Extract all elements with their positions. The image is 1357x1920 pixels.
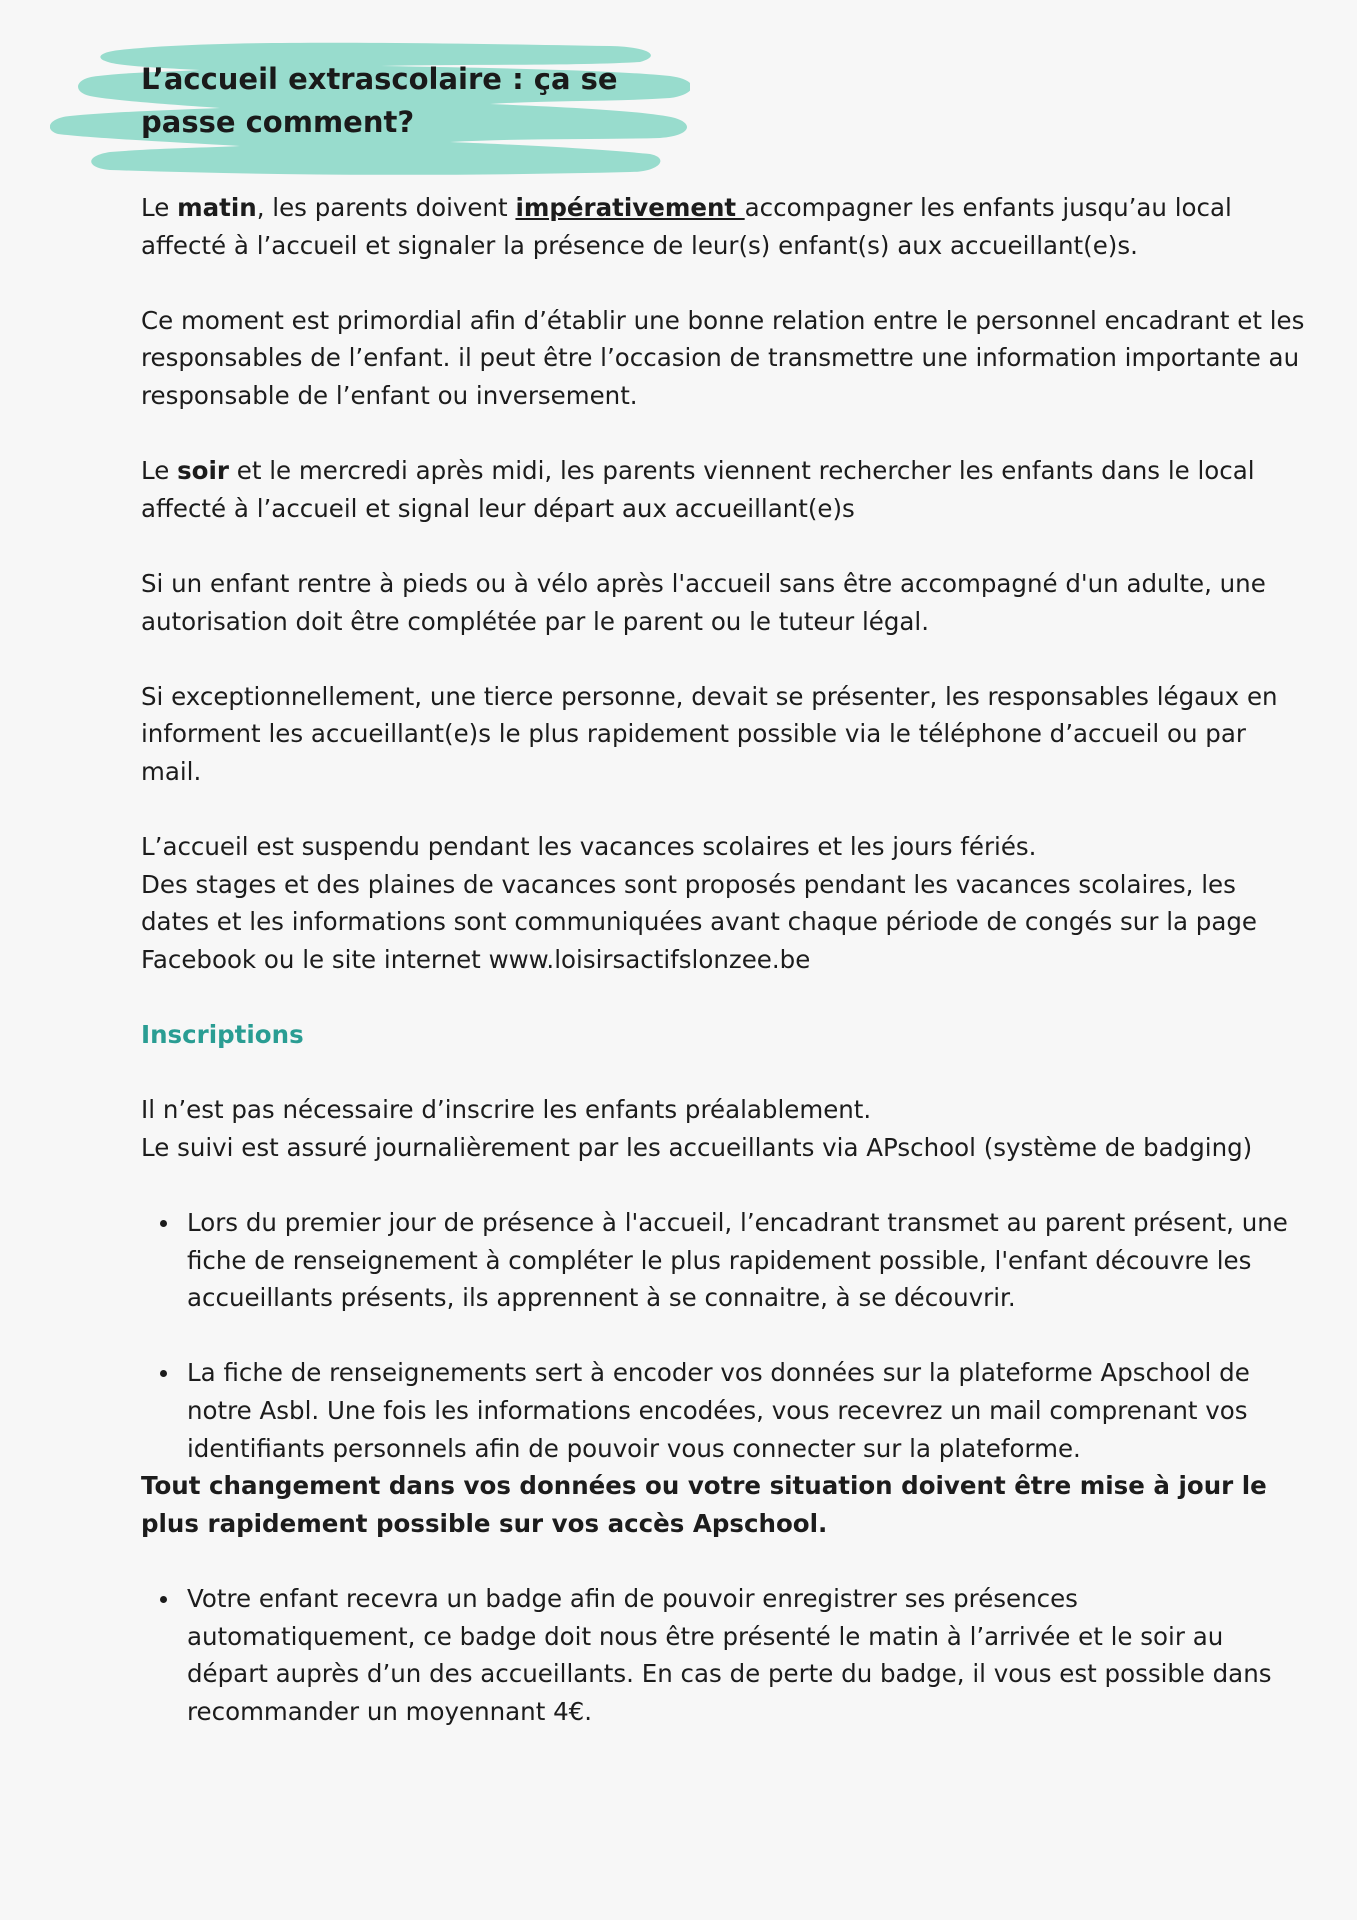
list-item-text: La fiche de renseignements sert à encoder vos données sur la plateforme Apschool de notre Asbl. Une fois les informations encodées, vous recevrez un mail comprenant vos identifiants personnels afin de pouvoir vous connecter sur la plateforme. (187, 1358, 1250, 1463)
section-heading-inscriptions: Inscriptions (141, 1020, 304, 1050)
paragraph-holiday-camps: Des stages et des plaines de vacances sont proposés pendant les vacances scolaires, les dates et les informations sont communiquées avant chaque période de congés sur la page Facebook ou le site internet www.loisirsactifslonzee.be (141, 869, 1257, 974)
paragraph-third-person: Si exceptionnellement, une tierce personne, devait se présenter, les responsables légaux en informent les accueillant(e)s le plus rapidement possible via le téléphone d’accueil ou par mail. (141, 681, 1278, 786)
bullet-list-badge (141, 1580, 1311, 1730)
paragraph-relation: Ce moment est primordial afin d’établir une bonne relation entre le personnel encadrant et les responsables de l’enfant. il peut être l’occasion de transmettre une information importante au responsable de l’enfant ou inversement. (141, 305, 1305, 410)
bullet-icon (160, 1596, 167, 1603)
text-segment: Le (141, 456, 178, 486)
text-segment: et le mercredi après midi, les parents viennent rechercher les enfants dans le local affecté à l’accueil et signal leur départ aux accueillant(e)s (141, 456, 1255, 523)
paragraph-holidays-suspended: L’accueil est suspendu pendant les vacances scolaires et les jours fériés. (141, 832, 1037, 862)
text-segment: accompagner les enfants jusqu’au local affecté à l’accueil et signaler la présence de leur(s) enfant(s) aux accueillant(e)s. (141, 193, 1232, 260)
page-title: L’accueil extrascolaire : ça se passe comment? (141, 62, 618, 139)
paragraph-no-registration: Il n’est pas nécessaire d’inscrire les enfants préalablement. (141, 1095, 872, 1125)
text-segment: Le (141, 193, 178, 222)
list-item-text: Votre enfant recevra un badge afin de pouvoir enregistrer ses présences automatiquement, ce badge doit nous être présenté le matin à l’arrivée et le soir au départ auprès d’un des accueillants. En cas de perte du badge, il vous est possible dans recommander un moyennant 4€. (187, 1583, 1272, 1726)
list-item-text: Lors du premier jour de présence à l'accueil, l’encadrant transmet au parent présent, une fiche de renseignement à compléter le plus rapidement possible, l'enfant découvre les accueillants présents, ils apprennent à se connaitre, à se découvrir. (187, 1208, 1288, 1313)
bullet-icon (160, 1370, 167, 1377)
bullet-icon (160, 1220, 167, 1227)
paragraph-apschool-tracking: Le suivi est assuré journalièrement par les accueillants via APschool (système de badging) (141, 1132, 1253, 1162)
main-content (141, 189, 1311, 1768)
emphasis-morning: matin (177, 193, 257, 222)
list-item (187, 1580, 1311, 1730)
list-item (187, 1204, 1311, 1317)
text-segment: , les parents doivent (256, 193, 516, 222)
paragraph-evening (141, 452, 1311, 527)
list-item (187, 1354, 1311, 1467)
paragraph-walking-authorization: Si un enfant rentre à pieds ou à vélo après l'accueil sans être accompagné d'un adulte, une autorisation doit être complétée par le parent ou le tuteur légal. (141, 568, 1266, 636)
emphasis-evening: soir (177, 456, 229, 486)
emphasis-imperatively: impérativement (515, 193, 745, 222)
bullet-list-registration (141, 1204, 1311, 1467)
bold-note-update-data: Tout changement dans vos données ou votre situation doivent être mise à jour le plus rapidement possible sur vos accès Apschool. (141, 1471, 1267, 1538)
paragraph-morning (141, 189, 1311, 264)
